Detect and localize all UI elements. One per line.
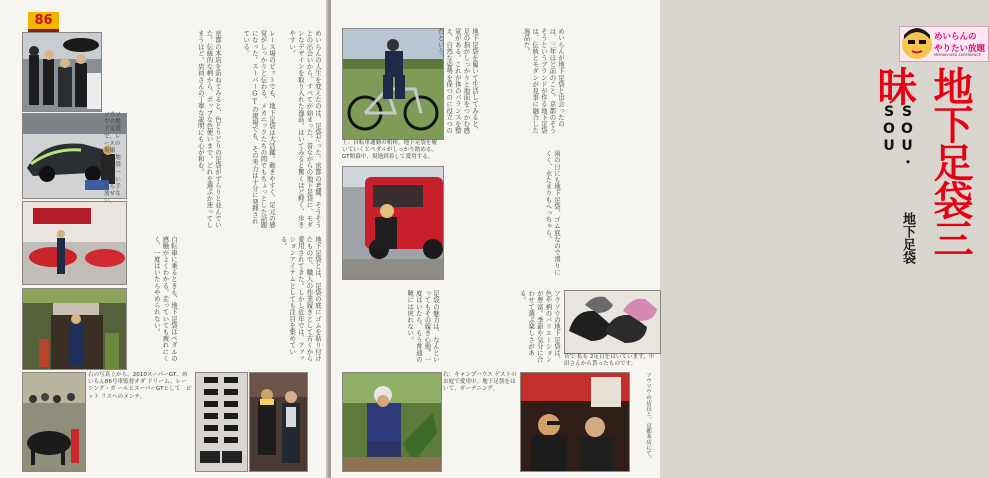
- body-text-col-4: 地下足袋とは、足袋の底にゴムを貼り付けたもので、職人の作業履きとして古くから愛用されてきた。しかし近年では、ファッションアイテムとしても注目を集めている。: [279, 236, 322, 362]
- photo-bicycle: [342, 28, 444, 140]
- body-text-col-2: 地下足袋を履いて生活してみると、足の指がしっかりと地面をつかむ感覚がある。これが体のバランスを整え、自然な姿勢を保つのに役立つのだという。: [436, 28, 479, 134]
- photo-shop-front: [22, 288, 127, 370]
- photo-street-fair: [22, 372, 86, 472]
- photo-striped-tights: [195, 372, 248, 472]
- logo-title: [934, 31, 986, 55]
- logo-title-text: めいらんの: [934, 32, 977, 42]
- body-text-col-5: 自転車に乗るときも、地下足袋はペダルの感触がよくわかる。走っていても疲れにくく、一度はいたらやめられない。: [152, 236, 178, 362]
- caption-couple: ソウソウの店長と。京都本店にて。: [645, 372, 651, 462]
- caption-bicycle: 上：自転車通勤の相棒。地下足袋を履いていくとペダルがしっかり踏める。GT開幕中、現地到着して愛用する。: [342, 140, 438, 161]
- body-text-col-3: 雨の日にも地下足袋。ゴム底なので滑りにくく、水たまりもへっちゃら。: [544, 150, 561, 276]
- photo-event-couple: [249, 372, 308, 472]
- photo-shop-couple: [520, 372, 630, 472]
- article-title: 地下足袋三昧: [871, 66, 973, 256]
- caption-race: 右の写真上から、2010スーパーGT、めいらん86号車監督オダ ドリーム。レーシング・ガ ールとスーパーGTとして ピット リスへのメンテ。: [88, 372, 192, 400]
- body-text-col-1: めいらんの人生を変えたのは、足袋だった。京都の老舗、そうそうとの出会いから、すべてが始まった。昔ながらの地下足袋に、モダンなデザインを取り入れた逸品。はいてみると驚くほど軽く、歩きやすい。: [288, 30, 322, 228]
- page-number: 86: [28, 12, 59, 32]
- photo-gardening: [342, 372, 442, 472]
- right-page: [331, 0, 986, 478]
- cartoon-face-icon: [902, 29, 932, 59]
- body-text-col-4: ソウソウの地下足袋は、色や柄のバリエーションが豊富。季節や気分に合わせて選ぶ楽しさがある。: [518, 290, 561, 363]
- left-page: [0, 0, 329, 478]
- photo-red-car: [342, 166, 444, 280]
- article-subtitle: 地下足袋: [900, 212, 915, 264]
- column-logo: [899, 26, 989, 62]
- body-text-col-3: 京都の本店を訪ねてみると、色とりどりの足袋がずらりと並んでいた。伝統的な柄から、ポップな色使いまで。どれを選ぶか迷ってしまうほど。店員さんの丁寧な説明にも心が和む。: [196, 30, 222, 228]
- logo-tagline: MEIRAN WEB EXPERIENCE: [934, 53, 981, 57]
- caption-shoes: 昔で 私も 2足目をはいています。中田さんから貰ったものです。: [564, 354, 655, 368]
- caption-bottom: ソウソウの地下足袋で、レースの現場へ。地下足袋は、一度はいたら手放せない。: [104, 112, 121, 205]
- body-text-col-5: 足袋の魅力は、なんといってもその履き心地。一度はいたら、もう普通の靴には戻れない。: [406, 290, 440, 363]
- body-text-col-1: めいらんが地下足袋と出会ったのは、三年ほど前のこと。京都のそうそうというブランドが作る地下足袋は、伝統とモダンが見事に融合した逸品だ。: [522, 28, 565, 134]
- logo-sub-text: やりたい放題: [934, 44, 986, 54]
- caption-garden: 右：キャンプハウス ゲストのお庭で愛用中。地下足袋をはいて、ガーデニング。: [443, 372, 517, 393]
- photo-garage: [22, 201, 127, 285]
- article-brand: SOU・SOU: [881, 104, 915, 170]
- photo-tabi-shoes: [564, 290, 661, 354]
- photo-pit-crew: [22, 32, 102, 112]
- body-text-col-2: レース場のピットでも、地下足袋は大活躍。動きやすく、足元の感覚がしっかりと伝わる。メカニックたちの間でもちょっとした話題になった。スーパーGTの現場でも、その実力は十分に発揮されている。: [242, 30, 276, 228]
